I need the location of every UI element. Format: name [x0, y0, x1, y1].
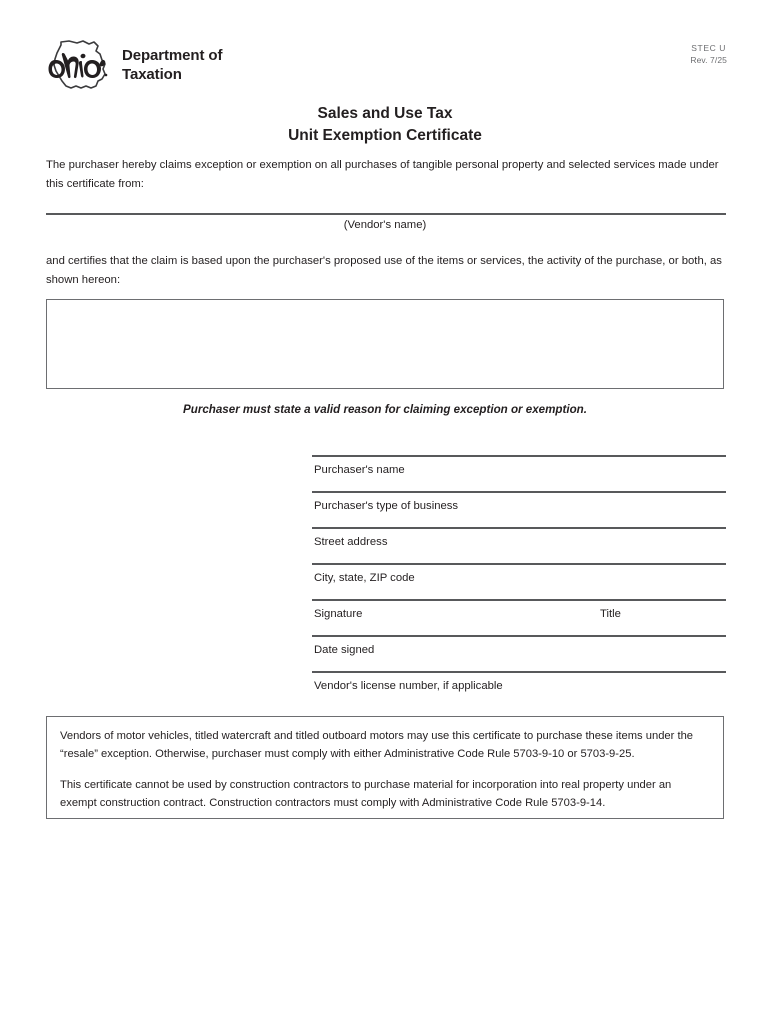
agency-name-line-2: Taxation: [122, 66, 182, 83]
field-label-title: Title: [600, 608, 621, 620]
field-label: Street address: [314, 536, 388, 548]
certification-paragraph: and certifies that the claim is based upon the purchaser's proposed use of the items or services, the activity of the purchase, or both, as shown hereon:: [46, 255, 722, 286]
field-label: Purchaser's type of business: [314, 500, 459, 512]
form-code: STEC U: [691, 43, 727, 53]
field-write-line[interactable]: [312, 563, 726, 565]
field-label: Purchaser's name: [314, 464, 405, 476]
field-row[interactable]: [312, 563, 726, 599]
field-write-line[interactable]: [312, 599, 726, 601]
field-row[interactable]: [312, 635, 726, 671]
field-write-line[interactable]: [312, 527, 726, 529]
field-row[interactable]: [312, 491, 726, 527]
vendor-name-caption: (Vendor's name): [343, 219, 427, 231]
field-row[interactable]: [312, 671, 726, 707]
agency-name: [122, 46, 222, 84]
field-write-line[interactable]: [312, 455, 726, 457]
form-code-block: [690, 43, 727, 66]
page-title-line-2: Unit Exemption Certificate: [288, 127, 482, 144]
field-write-line[interactable]: [312, 635, 726, 637]
field-label: Signature: [314, 608, 363, 620]
form-header: [46, 38, 222, 92]
intro-paragraph: The purchaser hereby claims exception or exemption on all purchases of tangible personal property and selected services made under this certificate from:: [46, 159, 719, 190]
page-title: [0, 103, 770, 147]
purchaser-fields: [312, 455, 726, 707]
footer-notes-box: [46, 716, 724, 819]
vendor-name-rule[interactable]: [46, 213, 726, 215]
field-label: Date signed: [314, 644, 375, 656]
field-row[interactable]: [312, 527, 726, 563]
footer-note-paragraph-2: This certificate cannot be used by construction contractors to purchase material for incorporation into real property under an exempt construction contract. Construction contractors must comply with Administrative Code Rule 5703-9-14.: [60, 779, 672, 809]
field-row[interactable]: [312, 455, 726, 491]
ohio-state-outline-logo-icon: [46, 38, 112, 92]
field-write-line[interactable]: [312, 491, 726, 493]
form-revision: Rev. 7/25: [690, 54, 727, 65]
agency-name-line-1: Department of: [122, 47, 223, 64]
field-label: Vendor's license number, if applicable: [314, 680, 503, 692]
field-write-line[interactable]: [312, 671, 726, 673]
field-row[interactable]: [312, 599, 726, 635]
reason-instruction: Purchaser must state a valid reason for claiming exception or exemption.: [183, 403, 587, 416]
page-title-line-1: Sales and Use Tax: [317, 105, 453, 122]
field-label: City, state, ZIP code: [314, 572, 415, 584]
reason-entry-box[interactable]: [46, 299, 724, 389]
footer-note-paragraph-1: Vendors of motor vehicles, titled watercraft and titled outboard motors may use this certificate to purchase these items under the “resale” exception. Otherwise, purchaser must comply with either Administrative Code Rule 5703-9-10 or 5703-9-25.: [60, 730, 694, 760]
